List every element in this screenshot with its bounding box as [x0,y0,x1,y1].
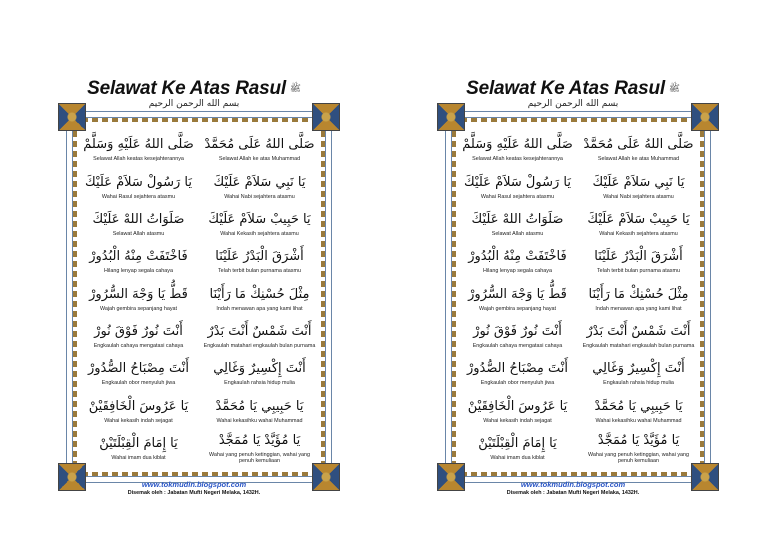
arabic-verse: مِثْلَ حُسْنِكْ مَا رَأَيْنَا [209,286,310,302]
arabic-verse: أَنْتَ مِصْبَاحُ الصُّدُورْ [88,361,189,377]
verse-grid [82,131,316,467]
verse-grid [461,131,695,467]
malay-translation: Selawat Allah keatas kesejahterannya [472,156,563,163]
verse-cell [461,355,574,392]
arabic-verse: يَا حَبِيبْ سَلاَمْ عَلَيْكَ [208,212,311,228]
verse-cell [203,392,316,429]
malay-translation: Engkaulah matahari engkaulah bulan purnama [582,343,695,350]
malay-translation: Hilang lenyap segala cahaya [483,268,552,275]
malay-translation: Wahai yang penuh ketinggian, wahai yang penuh kemuliaan [208,451,311,465]
malay-translation: Wahai kekasih indah sejagat [483,417,552,424]
verse-cell [582,131,695,168]
arabic-verse: مِثْلَ حُسْنِكْ مَا رَأَيْنَا [588,286,689,302]
malay-translation: Wahai Nabi sejahtera atasmu [224,193,295,200]
malay-translation: Selawat Allah ke atas Muhammad [218,156,301,163]
arabic-verse: يَا مُؤَيَّدْ يَا مُمَجَّدْ [597,432,680,448]
verse-cell [203,280,316,317]
arabic-verse: يَا عَرُوسَ الْخَافِقَيْنْ [88,398,189,414]
arabic-verse: يَا إِمَامَ الْقِبْلَتَيْنْ [478,436,557,452]
verse-cell [82,355,195,392]
verse-cell [461,243,574,280]
malay-translation: Wahai yang penuh ketinggian, wahai yang penuh kemuliaan [587,451,690,465]
verse-cell [582,355,695,392]
verse-cell [582,168,695,205]
arabic-verse: أَنْتَ شَمْسٌ أَنْتَ بَدْرٌ [586,324,691,340]
malay-translation: Wahai Kekasih sejahtera atasmu [220,231,299,238]
arabic-verse: فَاخْتَفَتْ مِنْهُ الْبُدُورْ [468,249,567,265]
verse-cell [82,243,195,280]
malay-translation: Hilang lenyap segala cahaya [104,268,173,275]
malay-translation: Engkaulah obor menyuluh jiwa [101,380,176,387]
arabic-verse: أَنْتَ شَمْسٌ أَنْتَ بَدْرٌ [207,324,312,340]
verse-cell [82,206,195,243]
arabic-verse: يَا نَبِي سَلاَمْ عَلَيْكَ [213,174,306,190]
verse-cell [461,280,574,317]
malay-translation: Engkaulah rahsia hidup mulia [224,380,295,387]
verse-cell [82,280,195,317]
verse-cell [82,318,195,355]
malay-translation: Selawat Allah ke atas Muhammad [597,156,680,163]
verse-cell [203,168,316,205]
verse-cell [582,392,695,429]
verse-cell [82,168,195,205]
malay-translation: Wahai Kekasih sejahtera atasmu [599,231,678,238]
arabic-verse: أَنْتَ مِصْبَاحُ الصُّدُورْ [467,361,568,377]
sheet-title: Selawat Ke Atas Rasul ﷺ [466,78,680,99]
arabic-verse: أَشْرَقَ الْبَدْرُ عَلَيْنَا [215,249,304,265]
arabic-verse: أَشْرَقَ الْبَدْرُ عَلَيْنَا [594,249,683,265]
arabic-verse: يَا نَبِي سَلاَمْ عَلَيْكَ [592,174,685,190]
verse-cell [461,430,574,467]
verse-cell [82,131,195,168]
website-link[interactable]: www.tokmudin.blogspot.com [520,480,626,489]
arabic-verse: قَطُّ يَا وَجْهَ السُّرُورْ [89,286,188,302]
saw-mark: ﷺ [290,83,301,93]
arabic-verse: صَلَوَاتُ اللهْ عَلَيْكَ [471,212,564,228]
arabic-verse: يَا رَسُولْ سَلاَمْ عَلَيْكَ [85,174,192,190]
arabic-verse: يَا إِمَامَ الْقِبْلَتَيْنْ [99,436,178,452]
malay-translation: Engkaulah matahari engkaulah bulan purnama [203,343,316,350]
arabic-verse: يَا عَرُوسَ الْخَافِقَيْنْ [467,398,568,414]
malay-translation: Selawat Allah keatas kesejahterannya [93,156,184,163]
verse-cell [461,318,574,355]
malay-translation: Engkaulah rahsia hidup mulia [603,380,674,387]
ornamental-frame [67,112,331,482]
verse-cell [203,243,316,280]
verse-cell [461,206,574,243]
verse-cell [82,430,195,467]
malay-translation: Wahai Rasul sejahtera atasmu [480,193,555,200]
malay-translation: Telah terbit bulan purnama atasmu [217,268,301,275]
verse-cell [203,318,316,355]
arabic-verse: فَاخْتَفَتْ مِنْهُ الْبُدُورْ [89,249,188,265]
arabic-verse: صَلَّى اللهُ عَلَيْهِ وَسَلَّمْ [462,137,573,153]
verse-cell [203,206,316,243]
arabic-verse: يَا حَبِيبِي يَا مُحَمَّدْ [594,398,683,414]
verse-cell [203,355,316,392]
arabic-verse: قَطُّ يَا وَجْهَ السُّرُورْ [468,286,567,302]
ornament-corner-icon [691,103,719,131]
malay-translation: Indah menawan apa yang kami lihat [595,305,682,312]
arabic-verse: صَلَّى اللهُ عَلَيْهِ وَسَلَّمْ [83,137,194,153]
arabic-verse: أَنْتَ إِكْسِيرٌ وَغَالِي [213,361,306,377]
verse-cell [582,206,695,243]
arabic-verse: أَنْتَ نُورٌ فَوْقَ نُورْ [94,324,183,340]
malay-translation: Wajah gembira sepanjang hayat [478,305,557,312]
verse-cell [582,243,695,280]
sheet-title: Selawat Ke Atas Rasul ﷺ [87,78,301,99]
malay-translation: Wajah gembira sepanjang hayat [99,305,178,312]
saw-mark: ﷺ [669,83,680,93]
selawat-sheet-left [45,66,343,500]
malay-translation: Engkaulah cahaya mengatasi cahaya [93,343,184,350]
verse-cell [203,430,316,467]
malay-translation: Wahai kekasihku wahai Muhammad [595,417,682,424]
selawat-sheet-right [424,66,722,500]
arabic-verse: يَا رَسُولْ سَلاَمْ عَلَيْكَ [464,174,571,190]
malay-translation: Wahai Rasul sejahtera atasmu [101,193,176,200]
malay-translation: Selawat Allah atasmu [491,231,544,238]
arabic-verse: يَا حَبِيبِي يَا مُحَمَّدْ [215,398,304,414]
credit-line: Disemak oleh : Jabatan Mufti Negeri Melaka, 1432H. [506,490,640,496]
arabic-verse: يَا حَبِيبْ سَلاَمْ عَلَيْكَ [587,212,690,228]
credit-line: Disemak oleh : Jabatan Mufti Negeri Melaka, 1432H. [127,490,261,496]
malay-translation: Wahai imam dua kiblat [111,455,166,462]
malay-translation: Wahai Nabi sejahtera atasmu [603,193,674,200]
verse-cell [82,392,195,429]
verse-cell [582,318,695,355]
ornament-corner-icon [437,103,465,131]
arabic-verse: أَنْتَ إِكْسِيرٌ وَغَالِي [592,361,685,377]
basmala: بسم الله الرحمن الرحيم [527,99,619,109]
malay-translation: Wahai kekasihku wahai Muhammad [216,417,303,424]
ornamental-frame [446,112,710,482]
malay-translation: Selawat Allah atasmu [112,231,165,238]
website-link[interactable]: www.tokmudin.blogspot.com [141,480,247,489]
arabic-verse: يَا مُؤَيَّدْ يَا مُمَجَّدْ [218,432,301,448]
verse-cell [582,430,695,467]
malay-translation: Wahai imam dua kiblat [490,455,545,462]
malay-translation: Wahai kekasih indah sejagat [104,417,173,424]
ornament-corner-icon [312,103,340,131]
malay-translation: Telah terbit bulan purnama atasmu [596,268,680,275]
malay-translation: Engkaulah cahaya mengatasi cahaya [472,343,563,350]
arabic-verse: صَلَّى اللهُ عَلَى مُحَمَّدْ [204,137,315,153]
arabic-verse: صَلَّى اللهُ عَلَى مُحَمَّدْ [583,137,694,153]
verse-cell [461,392,574,429]
ornament-corner-icon [58,103,86,131]
malay-translation: Engkaulah obor menyuluh jiwa [480,380,555,387]
verse-cell [461,168,574,205]
arabic-verse: أَنْتَ نُورٌ فَوْقَ نُورْ [473,324,562,340]
basmala: بسم الله الرحمن الرحيم [148,99,240,109]
verse-cell [582,280,695,317]
verse-cell [461,131,574,168]
arabic-verse: صَلَوَاتُ اللهْ عَلَيْكَ [92,212,185,228]
malay-translation: Indah menawan apa yang kami lihat [216,305,303,312]
verse-cell [203,131,316,168]
